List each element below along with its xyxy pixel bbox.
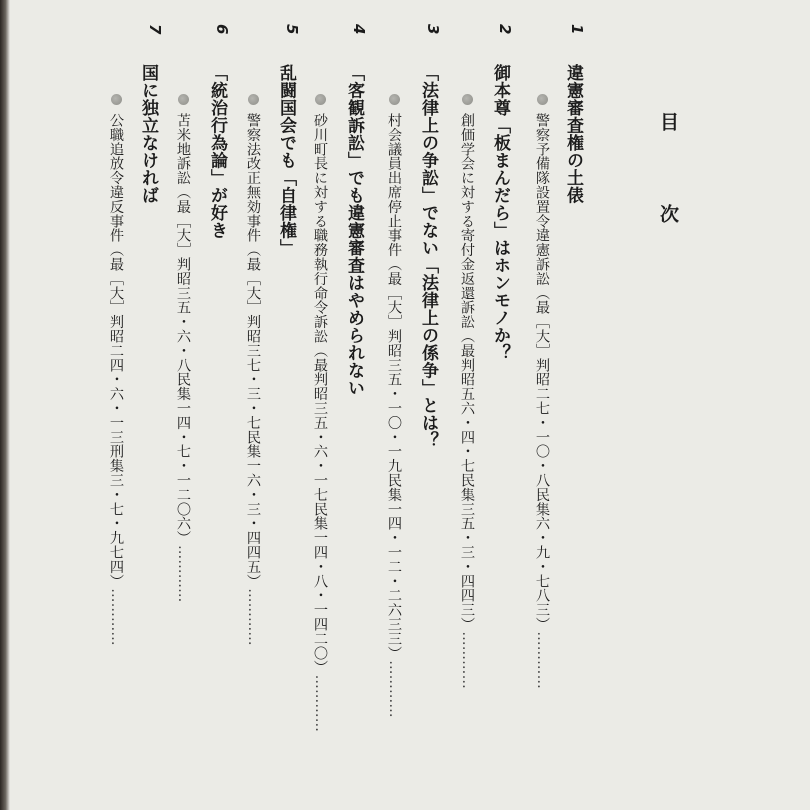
- dot-leader: …………: [245, 588, 261, 646]
- chapter-heading: 国に独立なければ: [138, 64, 158, 204]
- chapter-heading: 「法律上の争訟」でない「法律上の係争」とは？: [418, 64, 438, 449]
- show-through-texture: [585, 0, 810, 810]
- chapter-number: 4: [350, 24, 368, 35]
- chapter-number: 3: [424, 24, 442, 35]
- bullet-icon: [248, 94, 259, 105]
- dot-leader: …………: [534, 631, 550, 689]
- chapter-number: 1: [568, 24, 586, 35]
- page-gutter-shadow: [0, 0, 10, 810]
- bullet-icon: [462, 94, 473, 105]
- case-entry: 砂川町長に対する職務執行命令訴訟（最判昭三五・六・一七民集一四・八・一四二〇）…………: [310, 94, 330, 732]
- dot-leader: …………: [459, 631, 475, 689]
- case-entry: 苫米地訴訟（最［大］判昭三五・六・八民集一四・七・一二〇六）…………: [173, 94, 193, 603]
- dot-leader: …………: [108, 588, 124, 646]
- dot-leader: …………: [312, 674, 328, 733]
- bullet-icon: [111, 94, 122, 105]
- chapter-number: 7: [146, 24, 164, 35]
- case-entry: 公職追放令違反事件（最［大］判昭二四・六・一三刑集三・七・九七四）…………: [106, 94, 126, 646]
- chapter-number: 2: [496, 24, 514, 35]
- chapter-heading: 「客観訴訟」でも違憲審査はやめられない: [344, 64, 364, 397]
- bullet-icon: [178, 94, 189, 105]
- bullet-icon: [315, 94, 326, 105]
- dot-leader: …………: [386, 660, 402, 718]
- chapter-heading: 御本尊「板まんだら」はホンモノか？: [490, 64, 510, 362]
- bullet-icon: [537, 94, 548, 105]
- case-entry: 村会議員出席停止事件（最［大］判昭三五・一〇・一九民集一四・一二・二六三三）…………: [384, 94, 404, 718]
- chapter-number: 6: [213, 24, 231, 35]
- chapter-heading: 違憲審査権の土俵: [563, 64, 583, 204]
- chapter-heading: 「統治行為論」が好き: [207, 64, 227, 239]
- case-entry: 警察法改正無効事件（最［大］判昭三七・三・七民集一六・三・四四五）…………: [243, 94, 263, 646]
- chapter-number: 5: [283, 24, 301, 35]
- dot-leader: …………: [175, 545, 191, 603]
- chapter-heading: 乱闘国会でも「自律権」: [276, 64, 296, 257]
- toc-title: 目 次: [657, 112, 679, 250]
- case-entry: 警察予備隊設置令違憲訴訟（最［大］判昭二七・一〇・八民集六・九・七八三）…………: [532, 94, 552, 689]
- bullet-icon: [389, 94, 400, 105]
- case-entry: 創価学会に対する寄付金返還訴訟（最判昭五六・四・七民集三五・三・四四三）…………: [457, 94, 477, 689]
